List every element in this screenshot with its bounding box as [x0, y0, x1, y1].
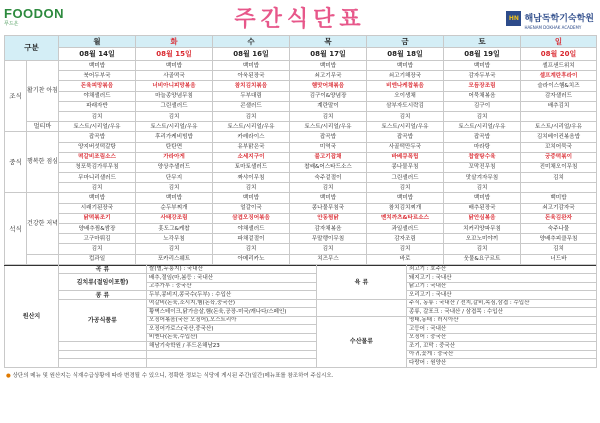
- origin-item: 해남기숙학원 / 푸드온해남23: [147, 342, 317, 351]
- section-label: 건강한 저녁: [27, 193, 59, 254]
- menu-item: 김치: [290, 183, 367, 193]
- origin-category: [59, 342, 147, 351]
- meal-label: 조식: [5, 61, 27, 132]
- menu-item: 백미밥: [521, 193, 597, 203]
- menu-item: 김치: [213, 244, 290, 254]
- origin-category: 육 류: [317, 265, 407, 299]
- origin-item: 고추가루 : 중국산: [147, 282, 317, 291]
- origin-row: [5, 342, 597, 351]
- menu-item: 청포묵김가루무침: [59, 162, 136, 172]
- menu-item: 떡갈비조림소스: [59, 152, 136, 162]
- origin-category: 가공식품류: [59, 299, 147, 342]
- section-label: 활기찬 아침: [27, 61, 59, 122]
- menu-item: 순두부찌개: [136, 203, 213, 213]
- menu-item: 토스트/시리얼/우유: [367, 122, 444, 132]
- menu-item: 토스트/시리얼/우유: [290, 122, 367, 132]
- menu-item: 김치: [59, 244, 136, 254]
- menu-item: 감자샐러드: [521, 91, 597, 101]
- day-header: 목: [290, 36, 367, 48]
- page-header: [0, 0, 600, 35]
- menu-item: 어묵채볶음: [444, 91, 521, 101]
- menu-item: 너비아니피망볶음: [136, 81, 213, 91]
- origin-item: 오징어 : 중국산: [407, 333, 597, 342]
- academy-logo-mark: HN: [506, 11, 521, 26]
- menu-item: 노각무침: [136, 234, 213, 244]
- menu-row: [5, 152, 597, 162]
- menu-item: [521, 111, 597, 121]
- menu-item: 사골떡만두국: [367, 142, 444, 152]
- origin-empty: [59, 350, 147, 359]
- menu-item: 멘치까츠&타르소스: [367, 213, 444, 223]
- menu-item: 바로: [367, 254, 444, 264]
- menu-item: 토스트/시리얼/우유: [213, 122, 290, 132]
- day-header: 금: [367, 36, 444, 48]
- menu-item: 치커리양파무침: [444, 224, 521, 234]
- origin-label: 원산지: [5, 265, 59, 367]
- menu-item: 잡곡밥: [367, 132, 444, 142]
- menu-item: 토마토샐러드: [213, 162, 290, 172]
- menu-item: 무마니리샐러드: [59, 173, 136, 183]
- menu-item: 김치: [136, 183, 213, 193]
- menu-row: [5, 173, 597, 183]
- menu-item: 궁중떡볶이: [521, 152, 597, 162]
- menu-item: 양상추샐러드: [136, 162, 213, 172]
- menu-item: 소세지구이: [213, 152, 290, 162]
- menu-item: 김치: [367, 244, 444, 254]
- origin-item: 비엔나(돈육,수입산): [147, 333, 317, 342]
- menu-item: 시래기된장국: [59, 203, 136, 213]
- menu-item: 사골떡국: [136, 71, 213, 81]
- menu-item: 셀프샌드위치: [521, 61, 597, 71]
- menu-item: 토스트/시리얼/우유: [59, 122, 136, 132]
- date-cell: 08월 15일: [136, 48, 213, 61]
- menu-item: 사태강조림: [136, 213, 213, 223]
- meal-label: 석식: [5, 193, 27, 264]
- date-cell: 08월 14일: [59, 48, 136, 61]
- menu-item: 토스트/시리얼/우유: [444, 122, 521, 132]
- menu-item: 쇠고기해장국: [367, 71, 444, 81]
- menu-item: 찹쌀탕수육: [444, 152, 521, 162]
- menu-item: 야채샐러드: [213, 224, 290, 234]
- menu-item: 김치: [290, 111, 367, 121]
- weekly-menu-table: [4, 35, 597, 265]
- menu-row: [5, 254, 597, 264]
- menu-item: 배추된장국: [444, 203, 521, 213]
- day-header: 수: [213, 36, 290, 48]
- footer-note: ● 상단의 메뉴 및 원산지는 식재수급상황에 따라 변경될 수 있으니, 정확한 정보는 식당에 게시된 주간(일간)메뉴표를 참조하여 주십시오.: [6, 372, 334, 379]
- menu-item: 그린샐러드: [367, 173, 444, 183]
- origin-category: 곡 류: [59, 265, 147, 274]
- menu-item: 백미밥: [444, 193, 521, 203]
- menu-row: [5, 183, 597, 193]
- menu-item: 김치: [136, 244, 213, 254]
- menu-item: 맛살겨자무침: [444, 173, 521, 183]
- menu-item: 컵과일: [59, 254, 136, 264]
- meal-label: 중식: [5, 132, 27, 193]
- menu-item: 백미밥: [213, 61, 290, 71]
- origin-item: 쌀(별,누룽지) : 국내산: [147, 265, 317, 274]
- menu-item: 잡곡밥: [290, 132, 367, 142]
- section-label: 멀티바: [27, 122, 59, 132]
- menu-item: 김치: [213, 183, 290, 193]
- menu-item: 토스트/시리얼/우유: [521, 122, 597, 132]
- menu-item: 감자채볶음: [290, 224, 367, 234]
- origin-row: [5, 291, 597, 300]
- menu-item: 김치: [444, 183, 521, 193]
- menu-item: 슬라이스햄&치즈: [521, 81, 597, 91]
- corner-label: 구분: [5, 36, 59, 61]
- day-header: 토: [444, 36, 521, 48]
- menu-item: 콘샐러드: [213, 101, 290, 111]
- date-cell: 08월 17일: [290, 48, 367, 61]
- menu-item: 유부맑은국: [213, 142, 290, 152]
- menu-item: 얼갈이국: [213, 203, 290, 213]
- date-row: [5, 48, 597, 61]
- origin-row: [5, 274, 597, 283]
- menu-item: 김치: [213, 111, 290, 121]
- origin-row: [5, 265, 597, 274]
- menu-item: 너드바: [521, 254, 597, 264]
- menu-item: 참치김치찌개: [367, 203, 444, 213]
- origin-item: 돼지고기 : 국내산: [407, 274, 597, 283]
- menu-row: [5, 101, 597, 111]
- menu-item: 그린샐러드: [136, 101, 213, 111]
- menu-item: 돈육김완자: [521, 213, 597, 223]
- day-header: 화: [136, 36, 213, 48]
- origin-item: 오징어가로스(국산,중국산): [147, 325, 317, 334]
- origin-row: [5, 359, 597, 368]
- menu-item: 불고기잡채: [290, 152, 367, 162]
- menu-row: [5, 111, 597, 121]
- menu-item: 숙주나물: [521, 224, 597, 234]
- menu-row: [5, 213, 597, 223]
- menu-item: 숙주겉절이: [290, 173, 367, 183]
- academy-logo: HN 해남독학기숙학원 HAENAM DOKHAK ACADEMY: [506, 6, 594, 30]
- origin-item: 아귀,꽃게 : 중국산: [407, 350, 597, 359]
- menu-row: [5, 71, 597, 81]
- menu-item: 돈육피망볶음: [59, 81, 136, 91]
- date-cell: 08월 16일: [213, 48, 290, 61]
- origin-category: [317, 299, 407, 316]
- menu-item: 김치베이컨볶음밥: [521, 132, 597, 142]
- menu-item: 김치: [290, 244, 367, 254]
- menu-item: 단무지: [136, 173, 213, 183]
- menu-item: 양배추찜&쌈장: [59, 224, 136, 234]
- menu-item: 모듬장조림: [444, 81, 521, 91]
- menu-item: 마늘종양념무침: [136, 91, 213, 101]
- menu-item: 양지버섯떡갈탕: [59, 142, 136, 152]
- menu-item: 김구이: [444, 101, 521, 111]
- origin-item: 조기, 꼬막 : 중국산: [407, 342, 597, 351]
- origin-empty: [147, 350, 317, 359]
- origin-item: 주식, 동류 : 국내산 / 전지,갈비,목심,삼겹 : 수입산: [407, 299, 597, 308]
- menu-item: 야채샐러드: [59, 91, 136, 101]
- menu-row: [5, 224, 597, 234]
- menu-row: [5, 162, 597, 172]
- note-bullet-icon: ●: [6, 372, 11, 379]
- menu-item: 백미밥: [213, 193, 290, 203]
- origin-row: [5, 350, 597, 359]
- menu-item: 셀프계란후라이: [521, 71, 597, 81]
- menu-item: 백미밥: [367, 193, 444, 203]
- menu-item: 김치: [59, 111, 136, 121]
- menu-item: 계란말이: [290, 101, 367, 111]
- menu-item: 백미밥: [290, 61, 367, 71]
- menu-item: 콩나물무침국: [290, 203, 367, 213]
- menu-row: [5, 203, 597, 213]
- origin-item: 다랑어 : 원양산: [407, 359, 597, 368]
- menu-item: 포카리스웨트: [136, 254, 213, 264]
- menu-item: 북어두부국: [59, 71, 136, 81]
- menu-item: 닭안심볶음: [444, 213, 521, 223]
- origin-empty: [59, 359, 147, 368]
- menu-item: 콩나물무침: [367, 162, 444, 172]
- menu-item: 파채겉절이: [213, 234, 290, 244]
- menu-item: 아욱된장국: [213, 71, 290, 81]
- origin-row: [5, 299, 597, 308]
- menu-item: 짜샤이무침: [213, 173, 290, 183]
- day-header: 월: [59, 36, 136, 48]
- menu-row: [5, 91, 597, 101]
- menu-item: 양배추피클무침: [521, 234, 597, 244]
- date-cell: 08월 19일: [444, 48, 521, 61]
- foodon-logo: FOODON 푸드온: [4, 6, 65, 27]
- menu-item: 가라아게: [136, 152, 213, 162]
- menu-item: 무말랭이무침: [290, 234, 367, 244]
- menu-item: 고구마튀김: [59, 234, 136, 244]
- menu-item: 안동찜닭: [290, 213, 367, 223]
- menu-item: 바베큐폭립: [367, 152, 444, 162]
- menu-item: 카레라이스: [213, 132, 290, 142]
- page-title: 주간식단표: [234, 6, 366, 31]
- menu-item: 찹쌔&어스타드소스: [290, 162, 367, 172]
- menu-item: 오꼬노미야끼: [444, 234, 521, 244]
- menu-item: 백미밥: [444, 61, 521, 71]
- origin-item: 떡갈비(돈육,소시지,햄(돈육,중국산): [147, 299, 317, 308]
- menu-item: 마라탕: [444, 142, 521, 152]
- menu-row: [5, 132, 597, 142]
- origin-item: 쇠고기 : 호주산: [407, 265, 597, 274]
- menu-item: 배추김치: [521, 101, 597, 111]
- menu-item: 참치김치볶음: [213, 81, 290, 91]
- menu-item: 김구이&양념장: [290, 91, 367, 101]
- menu-item: 김치: [521, 173, 597, 183]
- menu-row: [5, 193, 597, 203]
- origin-item: 오징어볶음(국산 오징어),오스트리아: [147, 316, 317, 325]
- menu-item: 잡곡밥: [444, 132, 521, 142]
- origin-category: 김치류(절임이포함): [59, 274, 147, 291]
- date-cell: 08월 18일: [367, 48, 444, 61]
- origin-item: 황벽스테이크,닭가슴살,햄(돈육,공장-미국/캐나다/스페인): [147, 308, 317, 317]
- menu-item: 두부대림: [213, 91, 290, 101]
- origin-table: [4, 265, 597, 368]
- menu-item: 김치: [136, 111, 213, 121]
- menu-item: 백미밥: [59, 193, 136, 203]
- menu-item: 백미밥: [290, 193, 367, 203]
- menu-item: 웃물&요구르트: [444, 254, 521, 264]
- origin-item: 오리고기 : 국내산: [407, 291, 597, 300]
- menu-item: 감자조림: [367, 234, 444, 244]
- menu-item: 아메리카노: [213, 254, 290, 264]
- origin-category: 콩 류: [59, 291, 147, 300]
- menu-item: 감자두부국: [444, 71, 521, 81]
- origin-item: 고등어 : 국내산: [407, 325, 597, 334]
- menu-item: 김치: [59, 183, 136, 193]
- menu-item: 꼬막진무침: [444, 162, 521, 172]
- menu-item: 토스트/시리얼/우유: [136, 122, 213, 132]
- menu-item: 김치: [367, 183, 444, 193]
- menu-item: 홋도그&케찹: [136, 224, 213, 234]
- date-cell: 08월 20일: [521, 48, 597, 61]
- section-label: [27, 254, 59, 264]
- menu-item: 닭떡볶조기: [59, 213, 136, 223]
- menu-row: [5, 61, 597, 71]
- origin-empty: [147, 359, 317, 368]
- day-header: 일: [521, 36, 597, 48]
- menu-item: 삼부자도시락김: [367, 101, 444, 111]
- origin-item: 닭고기 : 국내산: [407, 282, 597, 291]
- menu-row: [5, 142, 597, 152]
- day-header-row: [5, 36, 597, 48]
- origin-category: 수산물류: [317, 316, 407, 367]
- menu-item: 미역국: [290, 142, 367, 152]
- menu-row: [5, 122, 597, 132]
- menu-item: 백미밥: [367, 61, 444, 71]
- origin-item: 두부,콩비지,콩국수(두부) : 수입산: [147, 291, 317, 300]
- menu-item: 삼겹오징어볶음: [213, 213, 290, 223]
- menu-row: [5, 81, 597, 91]
- menu-item: 비엔나케찹볶음: [367, 81, 444, 91]
- menu-item: 김치: [444, 111, 521, 121]
- menu-item: 햄맛어채볶음: [290, 81, 367, 91]
- menu-item: 백미밥: [136, 193, 213, 203]
- menu-item: 후리가케비빔밥: [136, 132, 213, 142]
- menu-item: 김치: [367, 111, 444, 121]
- menu-row: [5, 244, 597, 254]
- origin-item: 종류, 갈포크 : 국내산 / 삼겹목 : 수입산: [407, 308, 597, 317]
- menu-item: 과일샐러드: [367, 224, 444, 234]
- origin-item: 배추,절임(마,봄등 : 국내산: [147, 274, 317, 283]
- menu-item: 쇠고기무국: [290, 71, 367, 81]
- menu-item: 김치: [521, 244, 597, 254]
- menu-item: 쇠고기감자국: [521, 203, 597, 213]
- section-label: 행복한 점심: [27, 132, 59, 193]
- menu-item: 김치: [444, 244, 521, 254]
- menu-item: 꼬치어묵국: [521, 142, 597, 152]
- menu-row: [5, 234, 597, 244]
- menu-item: 백미밥: [136, 61, 213, 71]
- menu-item: 진미채오이무침: [521, 162, 597, 172]
- menu-item: 파래자반: [59, 101, 136, 111]
- menu-item: 백미밥: [59, 61, 136, 71]
- menu-item: 오이생채: [367, 91, 444, 101]
- menu-item: 잡곡밥: [59, 132, 136, 142]
- menu-item: [521, 183, 597, 193]
- origin-item: 명태,동태 : 러시아산: [407, 316, 597, 325]
- menu-item: 탄탄면: [136, 142, 213, 152]
- menu-item: 치즈무스: [290, 254, 367, 264]
